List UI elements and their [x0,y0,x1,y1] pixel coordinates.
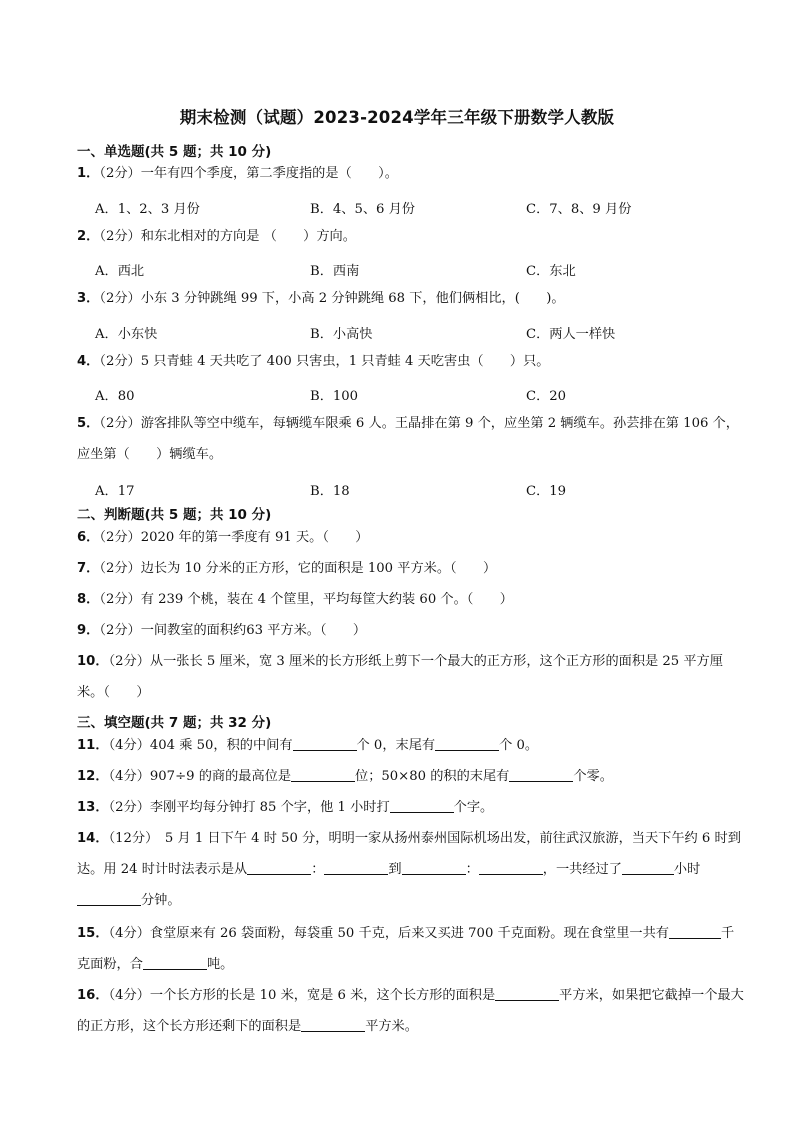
question-number: 1． [77,166,100,181]
question-14 [77,823,745,916]
option-b: B．小高快 [310,327,373,342]
question-text: 小时 [673,862,701,877]
question-text: （4分）一个长方形的长是 10 米，宽是 6 米，这个长方形的面积是 [108,988,496,1003]
section-heading-fill-in: 三、填空题(共 7 题；共 32 分) [77,715,272,731]
section-heading-single-choice: 一、单选题(共 5 题；共 10 分) [77,144,272,160]
question-text: 吨。 [206,957,234,972]
question-text: 千克面粉，合 [77,926,735,972]
option-a: A．1、2、3 月份 [95,202,200,217]
question-number: 10． [77,654,109,669]
question-text: （2分）边长为 10 分米的正方形，它的面积是 100 平方米。（ ） [99,561,497,576]
question-number: 5． [77,416,100,431]
question-3 [77,283,745,314]
question-number: 11． [77,738,109,753]
answer-blank[interactable] [293,736,357,751]
answer-blank[interactable] [247,860,311,875]
question-text: （2分）小东 3 分钟跳绳 99 下，小高 2 分钟跳绳 68 下，他们俩相比，( )。 [99,291,565,306]
option-a: A．小东快 [95,327,158,342]
option-c: C．20 [526,389,567,404]
question-6 [77,522,745,553]
question-number: 7． [77,561,100,576]
question-text: ，一共经过了 [542,862,622,877]
question-text: （2分）有 239 个桃，装在 4 个筐里，平均每筐大约装 60 个。（ ） [99,592,513,607]
option-c: C．7、8、9 月份 [526,202,632,217]
question-text: 个零。 [573,769,613,784]
question-2-options [95,260,745,282]
question-13 [77,792,745,823]
question-12 [77,761,745,792]
question-4-options [95,385,745,407]
question-1-options [95,198,745,220]
question-text: （2分）和东北相对的方向是 （ ）方向。 [99,229,356,244]
option-b: B．100 [310,389,359,404]
answer-blank[interactable] [402,860,466,875]
question-text: ： [465,862,479,877]
question-text: 个 0，末尾有 [356,738,436,753]
answer-blank[interactable] [622,860,674,875]
answer-blank[interactable] [479,860,543,875]
question-9 [77,615,745,646]
question-text: （4分）食堂原来有 26 袋面粉，每袋重 50 千克，后来又买进 700 千克面粉。现在食堂里一共有 [108,926,669,941]
question-number: 9． [77,623,100,638]
option-b: B．18 [310,484,350,499]
answer-blank[interactable] [390,798,454,813]
question-text: （12分） 5 月 1 日下午 4 时 50 分，明明一家从扬州泰州国际机场出发，前往武汉旅游，当天下午约 6 时到达。用 24 时计时法表示是从 [77,831,741,877]
question-number: 16． [77,988,109,1003]
question-7 [77,553,745,584]
option-a: A．西北 [95,264,145,279]
question-number: 4． [77,354,100,369]
question-text: 个字。 [453,800,494,815]
section-heading-true-false: 二、判断题(共 5 题；共 10 分) [77,507,272,523]
question-number: 15． [77,926,109,941]
answer-blank[interactable] [509,767,573,782]
question-text: （2分）游客排队等空中缆车，每辆缆车限乘 6 人。王晶排在第 9 个，应坐第 2 辆缆车。孙芸排在第 106 个，应坐第（ ）辆缆车。 [77,416,739,462]
answer-blank[interactable] [291,767,355,782]
question-2 [77,221,745,252]
question-number: 3． [77,291,100,306]
question-text: （2分）5 只青蛙 4 天共吃了 400 只害虫，1 只青蛙 4 天吃害虫（ ）只。 [99,354,550,369]
question-10 [77,646,745,708]
page-title: 期末检测（试题）2023-2024学年三年级下册数学人教版 [179,108,615,127]
question-text: 到 [388,862,402,877]
option-a: A．17 [95,484,135,499]
question-text: （2分）一年有四个季度，第二季度指的是（ ）。 [99,166,398,181]
question-15 [77,918,745,980]
question-number: 2． [77,229,100,244]
question-3-options [95,323,745,345]
option-b: B．西南 [310,264,360,279]
question-4 [77,346,745,377]
answer-blank[interactable] [324,860,388,875]
question-text: 分钟。 [141,893,181,908]
question-text: （2分）李刚平均每分钟打 85 个字，他 1 小时打 [108,800,390,815]
question-text: 平方米。 [365,1019,418,1034]
question-text: （2分）2020 年的第一季度有 91 天。（ ） [99,530,369,545]
question-5 [77,408,745,470]
question-text: （2分）从一张长 5 厘米，宽 3 厘米的长方形纸上剪下一个最大的正方形，这个正方形的面积是 25 平方厘米。（ ） [77,654,723,700]
option-c: C．东北 [526,264,576,279]
question-8 [77,584,745,615]
question-text: 个 0。 [499,738,539,753]
question-text: （4分）907÷9 的商的最高位是 [108,769,292,784]
option-c: C．19 [526,484,567,499]
question-text: 位；50×80 的积的末尾有 [355,769,510,784]
question-number: 14． [77,831,109,846]
question-number: 13． [77,800,109,815]
option-c: C．两人一样快 [526,327,616,342]
question-text: （2分）一间教室的面积约63 平方米。（ ） [99,623,367,638]
question-number: 6． [77,530,100,545]
question-text: （4分）404 乘 50，积的中间有 [108,738,293,753]
answer-blank[interactable] [435,736,499,751]
question-number: 8． [77,592,100,607]
answer-blank[interactable] [301,1017,365,1032]
question-16 [77,980,745,1042]
question-5-options [95,480,745,502]
question-text: 平方米，如果把它截掉一个最大的正方形，这个长方形还剩下的面积是 [77,988,744,1034]
question-text: ： [311,862,325,877]
question-number: 12． [77,769,109,784]
option-a: A．80 [95,389,135,404]
answer-blank[interactable] [495,986,559,1001]
answer-blank[interactable] [669,924,721,939]
question-1 [77,158,745,189]
option-b: B．4、5、6 月份 [310,202,415,217]
question-11 [77,730,745,761]
answer-blank[interactable] [77,891,141,906]
answer-blank[interactable] [143,955,207,970]
